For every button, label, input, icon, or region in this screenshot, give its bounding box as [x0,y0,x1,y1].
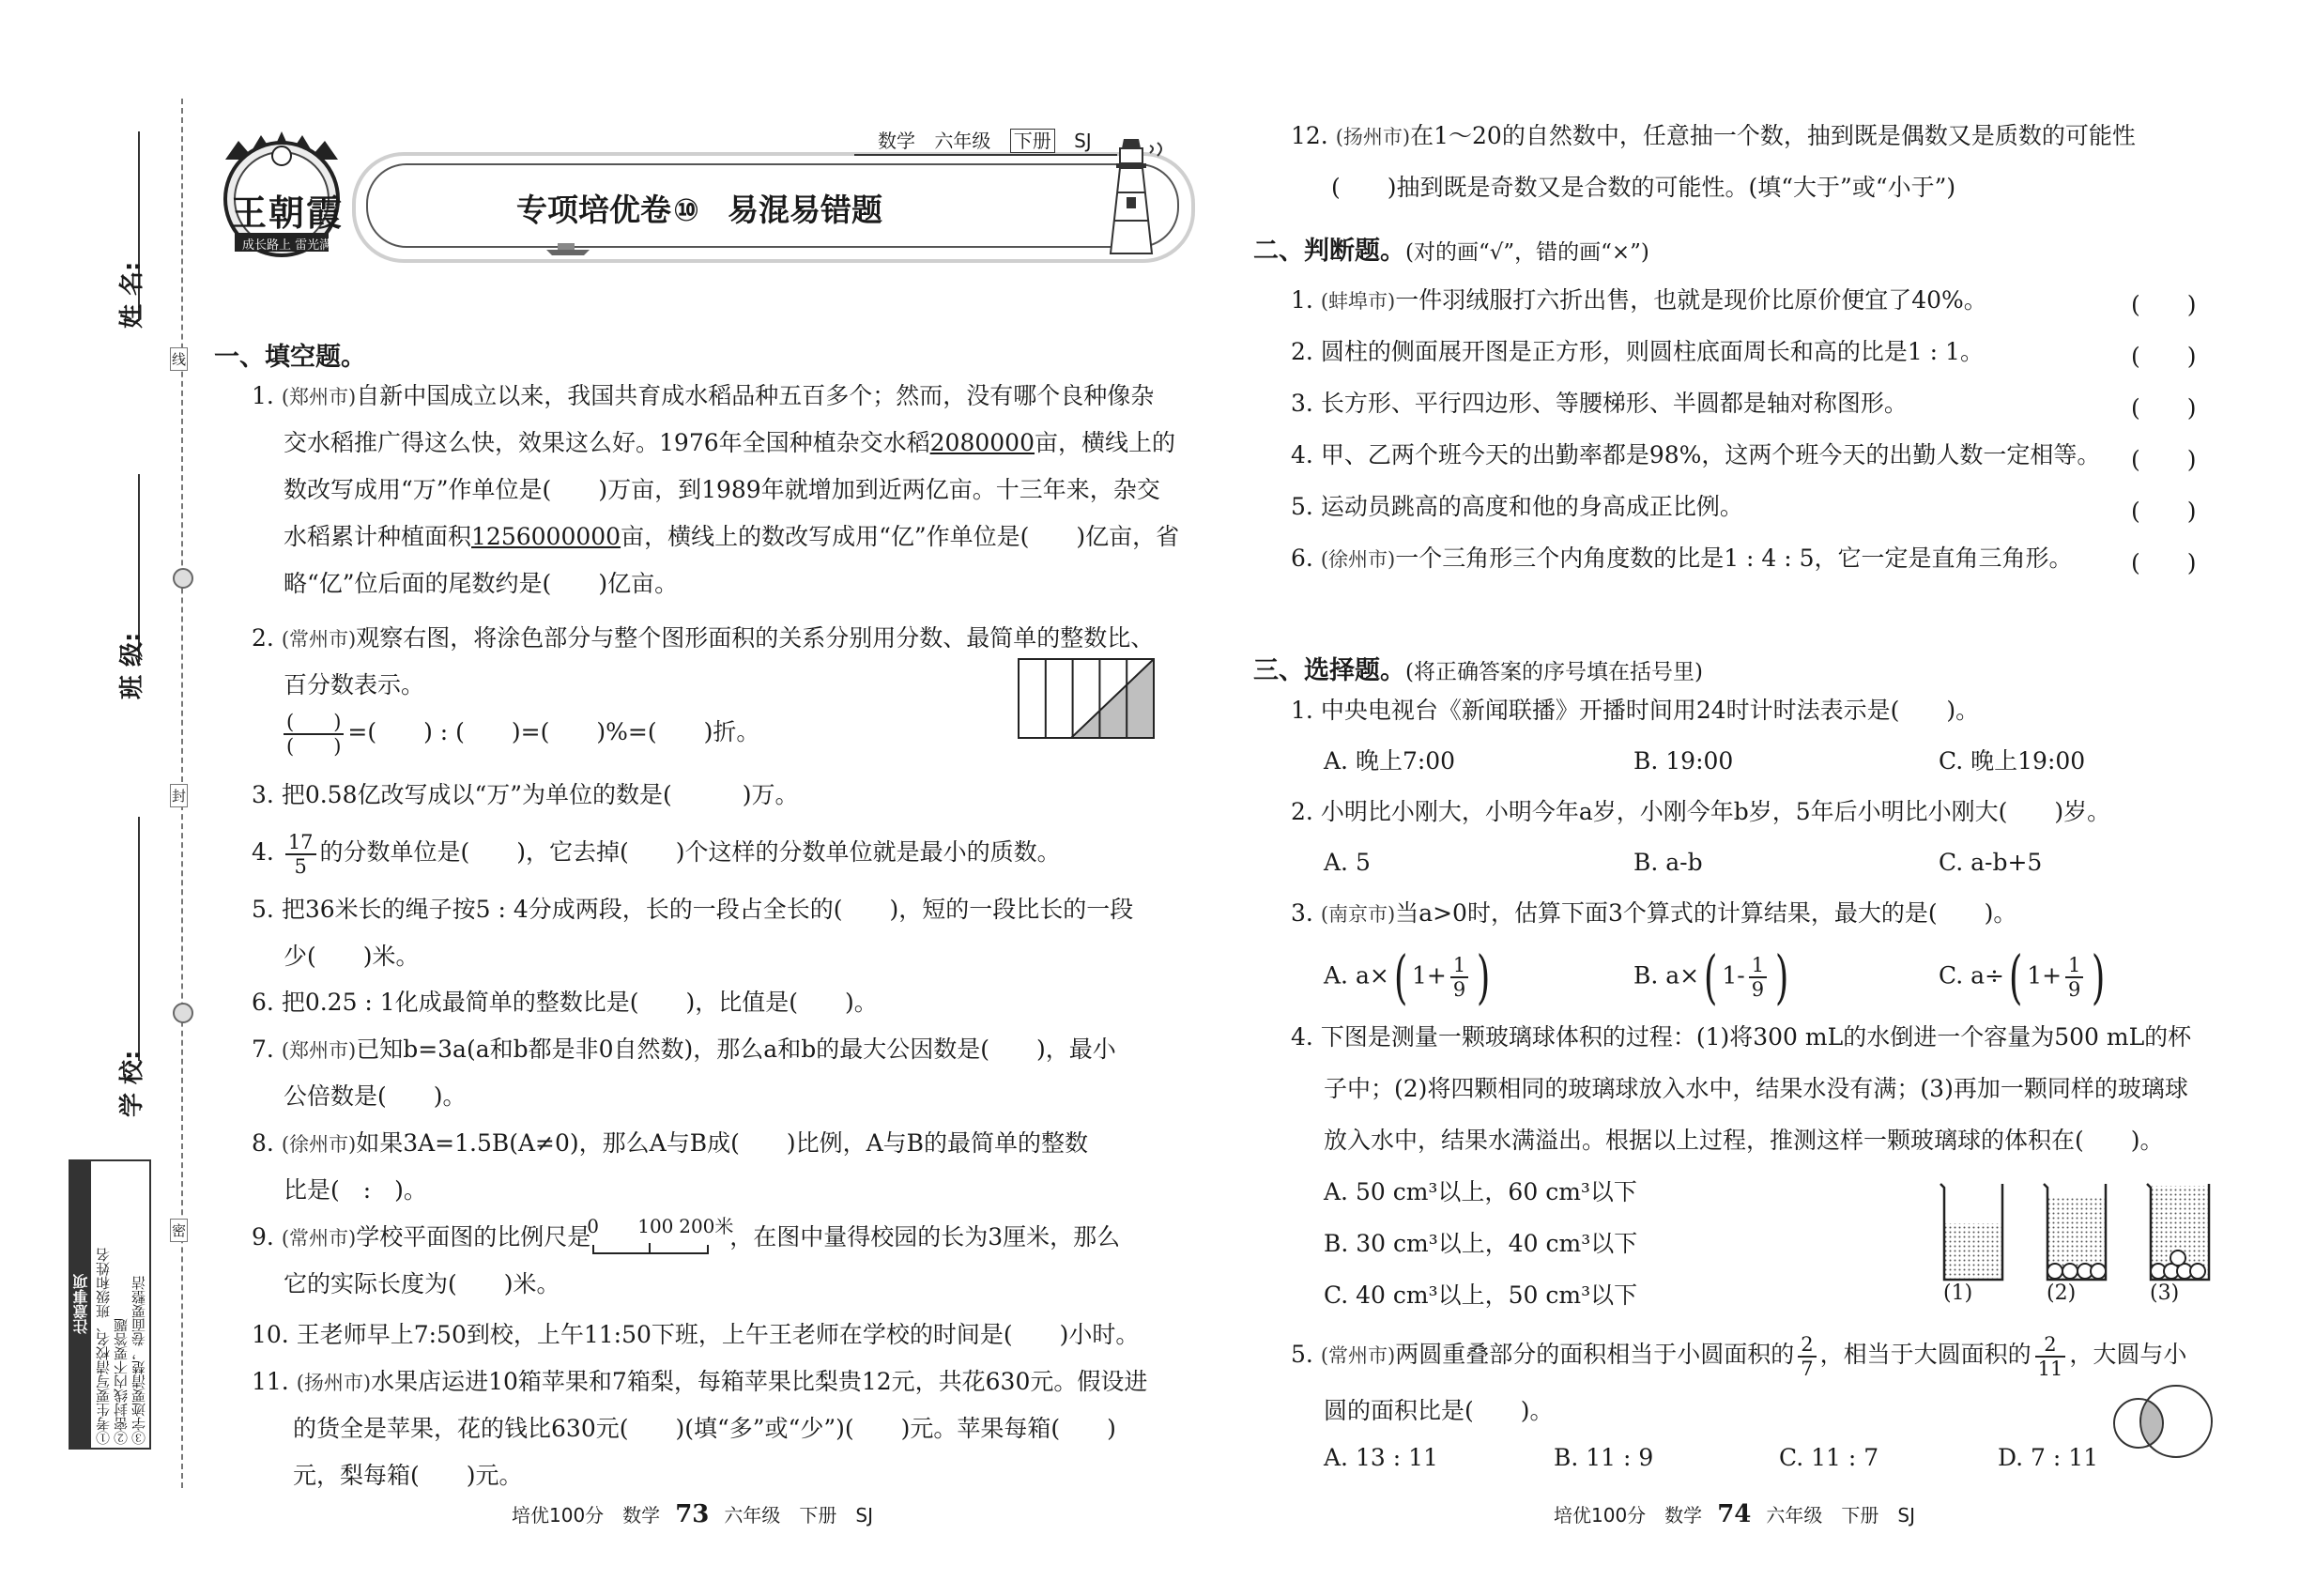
q-source: (常州市) [281,1227,357,1250]
question-5-line-2: 少( )米。 [284,943,420,970]
choice-question-3 [1291,890,2016,938]
q-number: 2. [1291,798,1313,825]
fraction-numerator: 2 [2035,1333,2066,1358]
question-1-line-2 [284,420,1175,467]
question-5 [252,886,1133,933]
section-heading-fill-blank: 一、填空题。 [214,343,366,372]
q-number: 2. [1291,338,1313,365]
notice-item: ②密封线内不要答题 [113,1318,130,1445]
option-c[interactable]: C. 晚上19:00 [1939,747,2086,775]
question-3 [252,772,799,819]
q-number: 6. [252,989,274,1016]
option-b[interactable]: B. 11 : 9 [1554,1444,1654,1471]
q-text: 如果3A=1.5B(A≠0)，那么A与B成( )比例，A与B的最简单的整数 [356,1129,1089,1157]
q-text: 下图是测量一颗玻璃球体积的过程：(1)将300 mL的水倒进一个容量为500 mL的杯 [1320,1023,2192,1051]
question-9 [252,1214,1120,1262]
q-source: (扬州市) [1335,126,1411,148]
question-11 [252,1358,1147,1406]
paren-open: ( [1393,943,1408,1011]
question-7-line-2: 公倍数是( )。 [284,1082,467,1110]
section-heading-judge [1253,230,1649,267]
fraction-denominator: 7 [1801,1357,1814,1380]
q-source: (徐州市) [281,1133,357,1156]
fraction-numerator: 17 [285,831,316,855]
beaker-1 [1940,1184,2002,1280]
q-number: 1. [1291,286,1313,314]
q-text: =( ) : ( )=( )%=( )折。 [347,718,760,745]
question-1 [252,373,1154,421]
section-title: 三、选择题。 [1253,656,1405,685]
question-12 [1291,113,2136,161]
q-number: 12. [1291,122,1328,149]
fraction-numerator: 1 [1749,954,1767,978]
q-text: 长方形、平行四边形、等腰梯形、半圆都是轴对称图形。 [1320,390,1908,417]
q-number: 5. [252,896,274,923]
meta-grade: 六年级 [934,130,991,152]
question-11-line-3: 元，梨每箱( )元。 [293,1462,523,1489]
fraction-numerator: 1 [1450,954,1468,978]
q-text: ，相当于大圆面积的 [1819,1341,2032,1368]
q-text: 王老师早上7:50到校，上午11:50下班，上午王老师在学校的时间是( )小时。 [296,1321,1140,1348]
q-text: 甲、乙两个班今天的出勤率都是98%，这两个班今天的出勤人数一定相等。 [1320,441,2101,468]
fraction-denominator: 9 [2068,978,2081,1001]
page-footer-right [1554,1500,1915,1528]
q-text: 两圆重叠部分的面积相当于小圆面积的 [1395,1341,1795,1368]
answer-box[interactable]: ( ) [2131,343,2197,370]
option-label: A. a× [1324,961,1389,990]
option-c[interactable]: C. a-b+5 [1939,849,2043,876]
overlapping-circles-figure [2103,1380,2225,1465]
q-number: 3. [252,781,274,808]
footer-grade: 六年级 下册 SJ [724,1504,873,1527]
beaker-label: (2) [2047,1281,2077,1305]
notice-title: 注意事项 [70,1161,91,1448]
fraction [2065,954,2083,1001]
q-source: (蚌埠市) [1320,290,1396,313]
section-note: (对的画“√”，错的画“×”) [1405,240,1649,265]
q-text: 水果店运进10箱苹果和7箱梨，每箱苹果比梨贵12元，共花630元。假设进 [371,1368,1148,1395]
option-expr: 1+ [2027,961,2062,990]
option-b[interactable]: B. 19:00 [1633,747,1734,775]
fraction-denominator: 5 [294,854,307,878]
q-text: 在1～20的自然数中，任意抽一个数，抽到既是偶数又是质数的可能性 [1410,122,2136,149]
question-2 [252,615,1154,663]
q-number: 7. [252,1036,274,1063]
question-4 [252,829,1061,878]
judge-item [1291,380,1908,428]
question-7 [252,1026,1116,1074]
q-number: 8. [252,1129,274,1157]
beaker-3 [2147,1184,2209,1280]
question-11-line-2: 的货全是苹果，花的钱比630元( )(填“多”或“少”)( )元。苹果每箱( ) [293,1415,1116,1442]
cut-line-char-1: 线 [170,347,188,371]
footer-book: 培优100分 数学 [1554,1504,1703,1527]
option-c[interactable]: C. 11 : 7 [1779,1444,1879,1471]
meta-volume: 下册 [1010,129,1055,153]
q-number: 11. [252,1368,289,1395]
q-text: 学校平面图的比例尺是 [356,1223,591,1251]
brand-slogan: 成长路上 雷光满天 [242,238,345,253]
q-text: 小明比小刚大，小明今年a岁，小刚今年b岁，5年后小明比小刚大( )岁。 [1320,798,2111,825]
q-number: 3. [1291,390,1313,417]
q-source: (常州市) [281,628,357,651]
fraction [1749,954,1767,1001]
option-b[interactable]: B. 30 cm³以上，40 cm³以下 [1324,1230,1638,1257]
school-field-line[interactable] [138,817,140,1061]
name-label: 姓 名: [118,261,146,329]
q-text: 交水稻推广得这么快，效果这么好。1976年全国种植杂交水稻 [284,429,930,456]
header-meta [878,126,1092,153]
option-d[interactable]: D. 7 : 11 [1998,1444,2099,1471]
q-text: 把0.58亿改写成以“万”为单位的数是( )万。 [281,781,799,808]
choice-question-5 [1291,1331,2186,1380]
q-text: 亩，横线上的数改写成用“亿”作单位是( )亿亩，省 [621,523,1180,550]
option-c[interactable]: C. 40 cm³以上，50 cm³以下 [1324,1281,1638,1309]
choice-question-4 [1291,1014,2191,1061]
cut-line-char-3: 密 [170,1219,188,1242]
q-text: 已知b=3a(a和b都是非0自然数)，那么a和b的最大公因数是( )，最小 [356,1036,1116,1063]
page-number: 74 [1717,1500,1752,1528]
beaker-2 [2044,1184,2106,1280]
q-source: (徐州市) [1320,548,1396,571]
q-number: 6. [1291,545,1313,572]
paren-open: ( [2008,943,2023,1011]
question-9-line-2: 它的实际长度为( )米。 [284,1270,560,1297]
option-expr: 1- [1722,961,1745,990]
option-c[interactable] [1939,943,2110,1011]
q-number: 4. [1291,1023,1313,1051]
scale-mid-tick [649,1243,651,1252]
blank-fraction [284,711,344,758]
fraction [2035,1333,2066,1380]
beaker-label: (1) [1943,1281,1973,1305]
school-label: 学 校: [118,1050,146,1117]
footer-grade: 六年级 下册 SJ [1766,1504,1915,1527]
q-text: 水稻累计种植面积 [284,523,472,550]
option-b[interactable]: B. a-b [1633,849,1703,876]
judge-item [1291,329,1984,376]
q-source: (郑州市) [281,386,357,408]
meta-edition: SJ [1074,130,1092,152]
judge-item [1291,483,1743,531]
option-label: B. a× [1633,961,1700,990]
q-text: ，在图中量得校园的长为3厘米，那么 [729,1223,1121,1251]
fraction [1798,1333,1816,1380]
q-number: 2. [252,624,274,652]
choice-question-4-line-3: 放入水中，结果水满溢出。根据以上过程，推测这样一颗玻璃球的体积在( )。 [1324,1127,2164,1154]
paren-close: ) [1477,943,1491,1011]
fraction-denominator: 9 [1452,978,1466,1001]
q-source: (郑州市) [281,1039,357,1062]
binding-margin [0,0,188,1596]
answer-box[interactable]: ( ) [2131,498,2197,525]
binding-hole-icon [173,1003,193,1023]
footer-book: 培优100分 数学 [512,1504,661,1527]
judge-item [1291,432,2100,480]
notice-item: ③字迹要清楚，卷面要整洁 [130,1276,147,1445]
answer-box[interactable]: ( ) [2131,291,2197,318]
question-8 [252,1120,1088,1168]
cut-line-char-2: 封 [170,784,188,807]
scale-tick-label: 0 [587,1214,599,1237]
option-a[interactable]: A. 50 cm³以上，60 cm³以下 [1324,1178,1637,1205]
q-text: 把0.25 : 1化成最简单的整数比是( )，比值是( )。 [281,989,878,1016]
underlined-number: 2080000 [929,429,1035,456]
boat-icon [544,238,591,257]
fraction-numerator: 2 [1798,1333,1816,1358]
paren-close: ) [1774,943,1789,1011]
fraction-denominator: 11 [2037,1357,2063,1380]
fraction-denominator: ( ) [286,734,342,758]
question-8-line-2: 比是( : )。 [284,1176,427,1204]
q-number: 1. [252,382,274,409]
binding-hole-icon [173,568,193,589]
class-label: 班 级: [118,632,146,699]
question-6 [252,979,878,1026]
choice-question-5-line-2: 圆的面积比是( )。 [1324,1397,1554,1424]
question-10 [252,1312,1139,1358]
notice-item: ①考生要写清校名、班级和姓名 [95,1248,112,1445]
q-text: 的分数单位是( )，它去掉( )个这样的分数单位就是最小的质数。 [319,838,1061,866]
option-a[interactable]: A. 晚上7:00 [1324,747,1456,775]
q-text: 亩，横线上的 [1034,429,1175,456]
q-text: 一个三角形三个内角度数的比是1 : 4 : 5，它一定是直角三角形。 [1395,545,2073,572]
option-b[interactable] [1633,943,1793,1011]
q-number: 4. [252,838,274,866]
q-source: (扬州市) [296,1372,372,1394]
q-text: 运动员跳高的高度和他的身高成正比例。 [1320,493,1743,520]
q-source: (南京市) [1320,903,1396,926]
section-heading-choice [1253,650,1703,686]
option-expr: 1+ [1412,961,1447,990]
q-text: 圆柱的侧面展开图是正方形，则圆柱底面周长和高的比是1 : 1。 [1320,338,1984,365]
fraction [1450,954,1468,1001]
beaker-label: (3) [2150,1281,2180,1305]
brand-name: 王朝霞 [231,192,345,234]
choice-question-2 [1291,789,2110,836]
underlined-number: 1256000000 [471,523,621,550]
fraction-numerator: ( ) [284,711,344,735]
question-1-line-5: 略“亿”位后面的尾数约是( )亿亩。 [284,570,679,597]
title-main: 易混易错题 [727,192,882,228]
judge-item [1291,535,2073,583]
notice-box [69,1159,151,1450]
option-a[interactable] [1324,943,1495,1011]
paren-close: ) [2092,943,2106,1011]
q-number: 5. [1291,1341,1313,1368]
q-number: 1. [1291,697,1313,724]
scale-tick-label: 100 [637,1214,674,1237]
fraction [285,831,316,878]
q-text: 中央电视台《新闻联播》开播时间用24时计时法表示是( )。 [1320,697,1980,724]
q-text: 观察右图，将涂色部分与整个图形面积的关系分别用分数、最简单的整数比、 [356,624,1155,652]
question-2-line-2: 百分数表示。 [284,671,425,698]
answer-box[interactable]: ( ) [2131,446,2197,473]
meta-subject: 数学 [878,130,915,152]
question-1-line-3: 数改写成用“万”作单位是( )万亩，到1989年就增加到近两亿亩。十三年来，杂交 [284,476,1160,503]
scale-line [592,1245,709,1254]
q-text: 把36米长的绳子按5 : 4分成两段，长的一段占全长的( )，短的一段比长的一段 [281,896,1134,923]
option-a[interactable]: A. 13 : 11 [1324,1444,1438,1471]
q-text: 当a>0时，估算下面3个算式的计算结果，最大的是( )。 [1395,899,2017,927]
judge-item [1291,277,1987,325]
section-title: 二、判断题。 [1253,237,1405,266]
q-source: (常州市) [1320,1344,1396,1367]
choice-question-1 [1291,687,1979,734]
page-footer-left [512,1500,873,1528]
q-number: 5. [1291,493,1313,520]
q-number: 9. [252,1223,274,1251]
fraction-numerator: 1 [2065,954,2083,978]
title-prefix: 专项培优卷 [516,192,671,228]
q-number: 3. [1291,899,1313,927]
option-label: C. a÷ [1939,961,2004,990]
title-number: ⑩ [673,192,699,228]
question-1-line-4 [284,514,1179,560]
q-text: 自新中国成立以来，我国共育成水稻品种五百多个；然而，没有哪个良种像杂 [356,382,1155,409]
question-2-line-3 [280,709,759,758]
answer-box[interactable]: ( ) [2131,394,2197,422]
q-text: 一件羽绒服打六折出售，也就是现价比原价便宜了40%。 [1395,286,1987,314]
paren-open: ( [1703,943,1718,1011]
q-number: 10. [252,1321,289,1348]
scale-bar [587,1214,734,1258]
option-a[interactable]: A. 5 [1324,849,1371,876]
meta-underline [854,154,1117,156]
section-note: (将正确答案的序号填在括号里) [1405,660,1703,684]
answer-box[interactable]: ( ) [2131,549,2197,576]
q-text: ，大圆与小 [2069,1341,2187,1368]
choice-question-4-line-2: 子中；(2)将四颗相同的玻璃球放入水中，结果水没有满；(3)再加一颗同样的玻璃球 [1324,1075,2188,1102]
fraction-denominator: 9 [1751,978,1765,1001]
shaded-rectangle-figure [1017,657,1156,740]
beakers-figure [1929,1178,2239,1291]
question-12-line-2: ( )抽到既是奇数又是合数的可能性。(填“大于”或“小于”) [1331,174,1956,201]
page-number: 73 [675,1500,710,1528]
q-number: 4. [1291,441,1313,468]
page-title [516,186,882,230]
header-banner [207,122,1192,263]
lighthouse-icon [1084,131,1178,258]
scale-tick-label: 200米 [679,1214,734,1237]
